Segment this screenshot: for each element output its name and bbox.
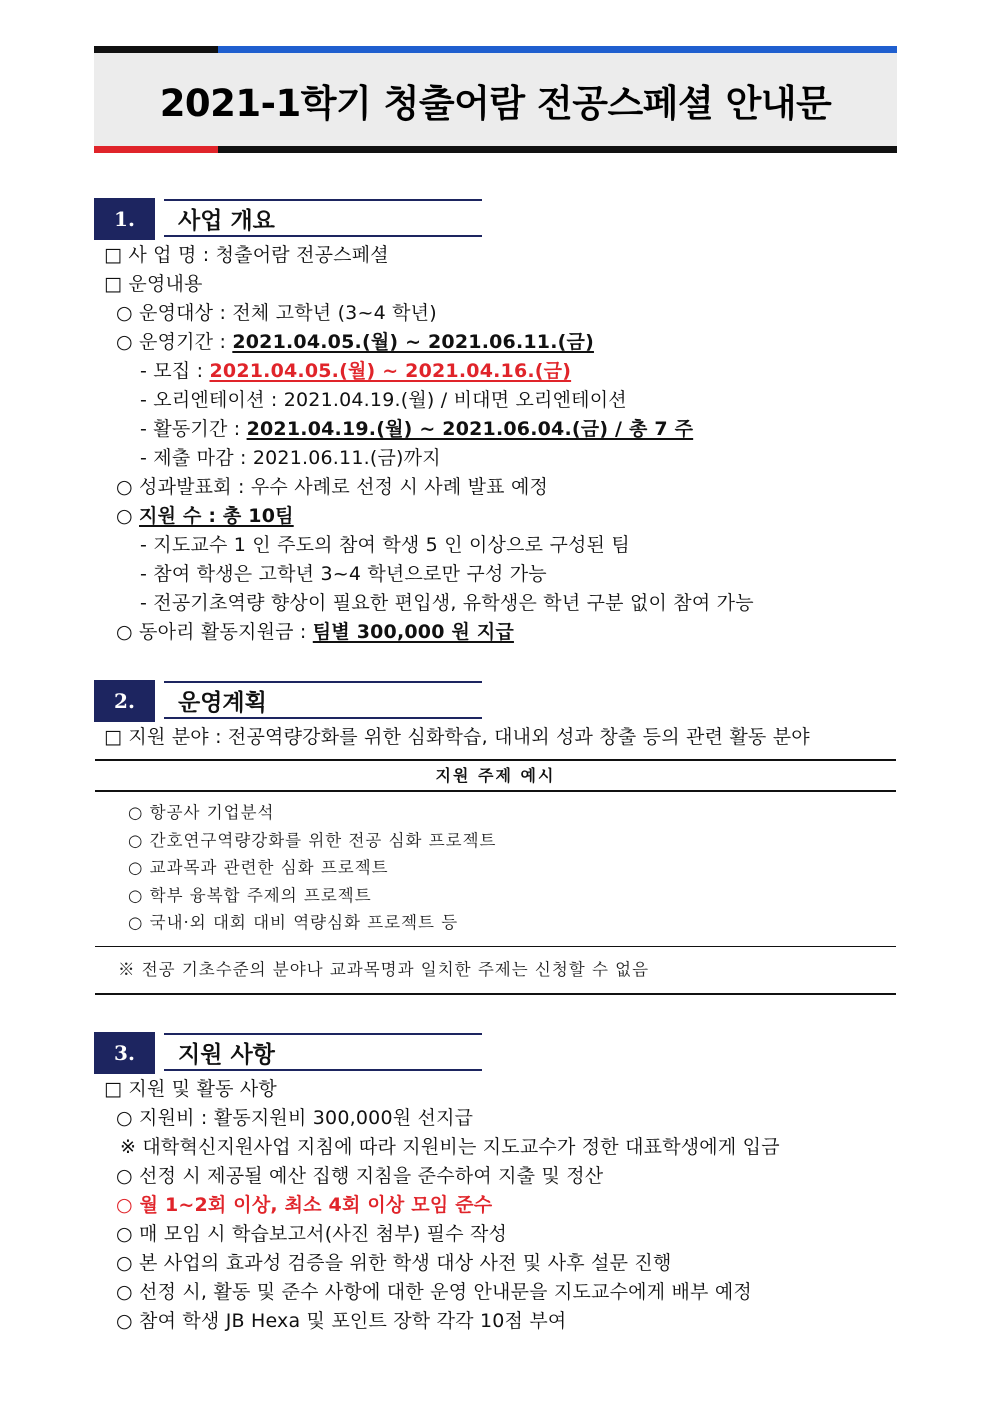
s3-budget-rule: ○ 선정 시 제공될 예산 집행 지침을 준수하여 지출 및 정산 [116, 1165, 604, 1187]
s1-orientation: - 오리엔테이션 : 2021.04.19.(월) / 비대면 오리엔테이션 [140, 389, 627, 411]
s1-funding-value: 팀별 300,000 원 지급 [312, 621, 514, 643]
example-item: ○ 항공사 기업분석 [128, 803, 275, 822]
section-2-heading: 운영계획 [164, 681, 482, 719]
s3-report-rule: ○ 매 모임 시 학습보고서(사진 첨부) 필수 작성 [116, 1223, 508, 1245]
title-bar-top-right [218, 46, 897, 53]
document-title: 2021-1학기 청출어람 전공스페셜 안내문 [159, 81, 832, 125]
example-table-note: ※ 전공 기초수준의 분야나 교과목명과 일치한 주제는 신청할 수 없음 [118, 960, 650, 979]
section-1-heading: 사업 개요 [164, 199, 482, 237]
example-table-header-border [95, 790, 896, 792]
s3-support-fund: ○ 지원비 : 활동지원비 300,000원 선지급 [116, 1107, 474, 1129]
title-bar-bottom-right [218, 146, 897, 153]
section-3-number: 3. [94, 1032, 155, 1074]
s2-support-field: □ 지원 분야 : 전공역량강화를 위한 심화학습, 대내외 성과 창출 등의 관련 활동 분야 [104, 726, 810, 748]
s1-presentation: ○ 성과발표회 : 우수 사례로 선정 시 사례 발표 예정 [116, 476, 549, 498]
example-table-top-border [95, 759, 896, 761]
s3-support-items: □ 지원 및 활동 사항 [104, 1078, 277, 1100]
s1-recruit [140, 357, 571, 386]
s1-activity-label: - 활동기간 : [140, 418, 247, 440]
s1-activity-value: 2021.04.19.(월) ~ 2021.06.04.(금) / 총 7 주 [246, 418, 694, 440]
example-table-title: 지원 주제 예시 [435, 766, 556, 785]
s1-period [116, 328, 594, 357]
s1-deadline: - 제출 마감 : 2021.06.11.(금)까지 [140, 447, 441, 469]
example-item: ○ 교과목과 관련한 심화 프로젝트 [128, 858, 389, 877]
example-item: ○ 국내·외 대회 대비 역량심화 프로젝트 등 [128, 913, 459, 932]
s1-activity-period [140, 415, 693, 444]
section-2-number: 2. [94, 680, 155, 722]
s1-project-name: □ 사 업 명 : 청출어람 전공스페셜 [104, 244, 389, 266]
s3-guide-distribution: ○ 선정 시, 활동 및 준수 사항에 대한 운영 안내문을 지도교수에게 배부 예정 [116, 1281, 752, 1303]
section-3-heading: 지원 사항 [164, 1033, 482, 1071]
section-1-number: 1. [94, 198, 155, 240]
s1-recruit-value: 2021.04.05.(월) ~ 2021.04.16.(금) [209, 360, 572, 382]
s1-funding-label: ○ 동아리 활동지원금 : [116, 621, 313, 643]
s3-scholarship: ○ 참여 학생 JB Hexa 및 포인트 장학 각각 10점 부여 [116, 1310, 567, 1332]
example-item: ○ 학부 융복합 주제의 프로젝트 [128, 886, 372, 905]
title-bar-top-left [94, 46, 218, 53]
example-item: ○ 간호연구역량강화를 위한 전공 심화 프로젝트 [128, 831, 497, 850]
s1-team-rule-2: - 참여 학생은 고학년 3~4 학년으로만 구성 가능 [140, 563, 547, 585]
s3-survey: ○ 본 사업의 효과성 검증을 위한 학생 대상 사전 및 사후 설문 진행 [116, 1252, 672, 1274]
s1-target: ○ 운영대상 : 전체 고학년 (3~4 학년) [116, 302, 437, 324]
s1-team-rule-3: - 전공기초역량 향상이 필요한 편입생, 유학생은 학년 구분 없이 참여 가능 [140, 592, 754, 614]
s1-period-value: 2021.04.05.(월) ~ 2021.06.11.(금) [232, 331, 594, 353]
example-table-bottom-border [95, 993, 896, 995]
s1-team-bullet: ○ [116, 505, 140, 527]
s1-funding [116, 618, 514, 647]
s1-team-count [116, 502, 294, 531]
s1-recruit-label: - 모집 : [140, 360, 210, 382]
s1-team-rule-1: - 지도교수 1 인 주도의 참여 학생 5 인 이상으로 구성된 팀 [140, 534, 630, 556]
s1-team-value: 지원 수 : 총 10팀 [139, 505, 294, 527]
s3-fund-note: ※ 대학혁신지원사업 지침에 따라 지원비는 지도교수가 정한 대표학생에게 입금 [120, 1136, 780, 1158]
example-table-divider [95, 946, 896, 947]
s3-meeting-rule: ○ 월 1~2회 이상, 최소 4회 이상 모임 준수 [116, 1194, 493, 1216]
title-bar-bottom-left [94, 146, 218, 153]
s1-period-label: ○ 운영기간 : [116, 331, 233, 353]
title-box [94, 53, 897, 146]
s1-operation-content: □ 운영내용 [104, 273, 203, 295]
